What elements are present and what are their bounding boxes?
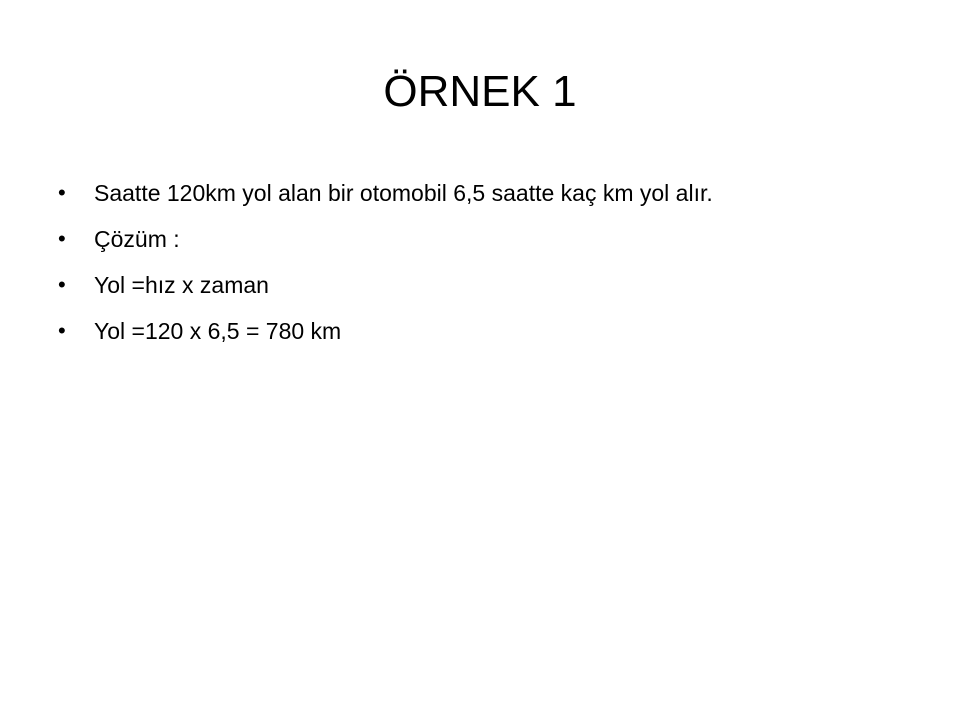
bullet-list <box>58 172 918 356</box>
bullet-item <box>58 264 918 310</box>
bullet-text-formula: Yol =hız x zaman <box>94 272 269 298</box>
bullet-text-solution-label: Çözüm : <box>94 226 180 252</box>
slide-title: ÖRNEK 1 <box>383 67 577 116</box>
bullet-item <box>58 172 918 218</box>
bullet-point-icon: • <box>58 318 66 343</box>
bullet-item <box>58 310 918 356</box>
bullet-text-question: Saatte 120km yol alan bir otomobil 6,5 saatte kaç km yol alır. <box>94 180 713 206</box>
bullet-point-icon: • <box>58 226 66 251</box>
bullet-text-calculation: Yol =120 x 6,5 = 780 km <box>94 318 342 344</box>
bullet-point-icon: • <box>58 272 66 297</box>
bullet-item <box>58 218 918 264</box>
bullet-point-icon: • <box>58 180 66 205</box>
